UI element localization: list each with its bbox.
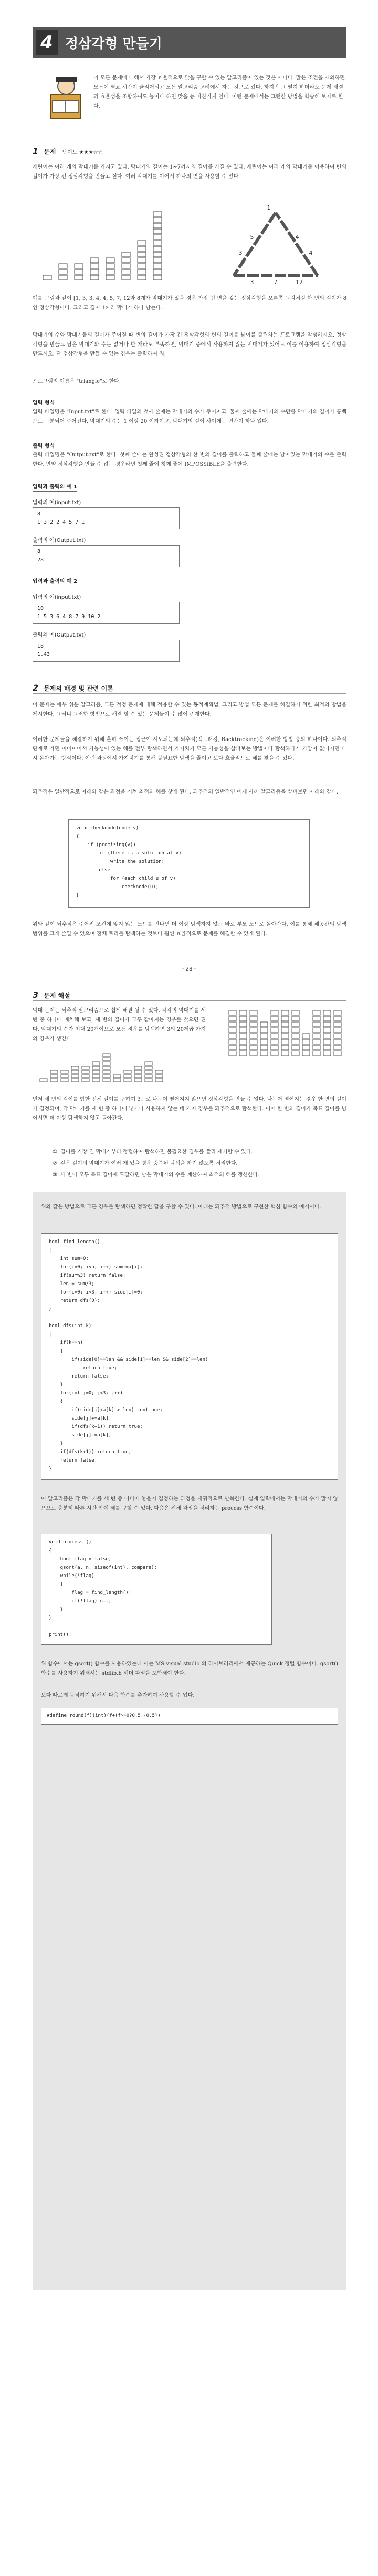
stick-block — [260, 1028, 268, 1033]
stick-block — [292, 1016, 299, 1021]
process-function-code — [41, 1534, 272, 1645]
stick-block — [334, 1028, 341, 1033]
triangle-side — [276, 213, 318, 276]
stick-block — [250, 1028, 257, 1033]
stick-block — [260, 1045, 268, 1050]
stick-block — [122, 252, 130, 257]
stick-block — [134, 1075, 142, 1078]
stick-block — [323, 1034, 331, 1038]
list-item — [52, 1148, 336, 1157]
stick-block — [292, 1045, 299, 1050]
stick-block — [281, 1039, 289, 1044]
solution-paragraph: 먼저 세 변의 길이를 합한 전체 길이를 구하여 3으로 나누어 떨어지지 않으면 정삼각형을 만들 수 없다. 나누어 떨어지는 경우 한 변의 길이가 결정되며, 각 막대기를 세 변 중 하나에 넣거나 사용하지 않는 네 가지 경우를 되추적으로 탐색한다. 이때 한 변의 길이가 목표 길이를 넘어서면 더 이상 탐색하지 않고 돌아간다. — [33, 1097, 346, 1121]
code-line: void process () — [49, 1540, 92, 1545]
output-format-title: 출력 형식 — [33, 443, 55, 449]
stick-block — [122, 258, 130, 263]
io-line: 10 — [37, 606, 44, 611]
code-line: } — [49, 1615, 52, 1621]
stick-block — [103, 1054, 110, 1057]
stick-block — [90, 275, 99, 280]
code-line: { — [76, 834, 79, 839]
stick-block — [271, 1016, 278, 1021]
stick-block — [229, 1022, 236, 1027]
problem-paragraph: 예를 그림과 같이 [1, 3, 3, 4, 4, 5, 7, 12와 8개가 막대기가 있을 경우 가장 긴 변을 갖는 정삼각형을 오른쪽 그림처럼 한 변의 길이가 8인 정삼각형이다. 그리고 길이 1짜리 막대기 하나 남는다. — [33, 296, 346, 311]
section-3-title: 문제 해설 — [44, 992, 70, 999]
code-line: if(dfs(k+1)) return true; — [49, 1424, 143, 1430]
stick-block — [82, 1070, 89, 1073]
stick-block — [323, 1010, 331, 1015]
stick-block — [323, 1016, 331, 1021]
stick-block — [313, 1028, 320, 1033]
stick-block — [50, 1075, 58, 1078]
io-line: 28 — [37, 557, 44, 563]
code-line: if(side[j]+a[k] > len) continue; — [49, 1407, 163, 1413]
stick-block — [92, 1062, 100, 1065]
stick-block — [122, 275, 130, 280]
stick-block — [103, 1070, 110, 1073]
stick-block — [138, 252, 146, 257]
stick-block — [281, 1016, 289, 1021]
example-1-output-label: 출력의 예(Output.txt) — [33, 538, 86, 544]
stick-block — [124, 1079, 131, 1082]
list-item-text: 길이를 가장 긴 막대기부터 정렬하여 탐색하면 불필요한 경우를 빨리 제거할 수 있다. — [60, 1149, 253, 1155]
stick-block — [271, 1045, 278, 1050]
output-format-text: 출력 파일명은 "Output.txt"로 한다. 첫째 줄에는 완성된 정삼각형의 한 변의 길이를 출력하고 둘째 줄에는 남아있는 막대기의 수를 출력한다. 만약 정삼각형을 만들 수 없는 경우라면 첫째 줄에 첫째 줄에 IMPOSSIBLE을 출력한다. — [33, 452, 346, 467]
stick-block — [113, 1075, 121, 1078]
code-line: void checknode(node v) — [76, 826, 139, 831]
code-line: for(i=0; i<3; i++) side[i]=0; — [49, 1290, 143, 1295]
code-line: else — [76, 868, 111, 873]
triangle-side-label: 3 — [238, 249, 243, 256]
find-length-code — [41, 1233, 338, 1480]
backtracking-pseudocode — [68, 819, 310, 908]
stick-block — [250, 1016, 257, 1021]
stick-block — [334, 1051, 341, 1056]
stick-block — [138, 246, 146, 251]
code-line — [49, 1622, 264, 1631]
stick-block — [155, 1075, 163, 1078]
stick-block — [153, 275, 162, 280]
code-line: return false; — [49, 1458, 98, 1463]
stick-block — [61, 1075, 68, 1078]
stick-block — [239, 1022, 247, 1027]
stick-block — [103, 1062, 110, 1065]
stick-block — [313, 1010, 320, 1015]
stick-block — [292, 1034, 299, 1038]
triangle-side-label: 4 — [295, 234, 299, 241]
stick-block — [138, 258, 146, 263]
example-2-output-label: 출력의 예(Output.txt) — [33, 632, 86, 638]
chapter-title-bar — [33, 27, 346, 58]
code-line: } — [76, 893, 79, 898]
stick-block — [281, 1034, 289, 1038]
example-1-input-box — [33, 507, 180, 529]
code-line: } — [49, 1441, 64, 1446]
background-paragraph: 되추적은 일반적으로 아래와 같은 과정을 거쳐 최적의 해를 찾게 된다. 되추적의 일반적인 예제 사례 알고리즘을 살펴보면 아래와 같다. — [33, 789, 339, 795]
stick-block — [229, 1028, 236, 1033]
solution-hint-list — [52, 1148, 336, 1182]
code-line: if(k==n) — [49, 1340, 83, 1346]
stick-block — [281, 1028, 289, 1033]
stick-block — [229, 1034, 236, 1038]
stick-block — [155, 1079, 163, 1082]
triangle-side-label: 4 — [309, 249, 313, 256]
code-line: } — [49, 1382, 64, 1388]
stick-block — [281, 1022, 289, 1027]
stick-block — [334, 1034, 341, 1038]
code-line: qsort(a, n, sizeof(int), compare); — [49, 1565, 157, 1570]
stick-block — [153, 217, 162, 222]
stick-block — [113, 1079, 121, 1082]
stick-block — [302, 1034, 310, 1038]
stick-block — [153, 252, 162, 257]
stick-block — [122, 264, 130, 268]
stick-block — [153, 269, 162, 274]
background-paragraph: 위와 같이 되추적은 주어진 조건에 맞지 않는 노드를 만나면 더 이상 탐색하지 않고 바로 부모 노드로 돌아간다. 이를 통해 해공간의 탐색 범위를 크게 줄일 수 있으며 전체 트리를 탐색하는 것보다 훨씬 효율적으로 문제를 해결할 수 있게 된다. — [33, 922, 346, 937]
stick-block — [281, 1045, 289, 1050]
code-line: int sum=0; — [49, 1256, 89, 1261]
stick-block — [271, 1039, 278, 1044]
example-1-input-label: 입력의 예(input.txt) — [33, 500, 81, 506]
stick-block — [82, 1075, 89, 1078]
intro-block — [48, 74, 348, 134]
io-line: 8 — [37, 549, 41, 555]
stick-block — [43, 275, 51, 280]
stick-block — [313, 1045, 320, 1050]
stick-block — [75, 275, 83, 280]
stick-block — [134, 1070, 142, 1073]
stick-block — [229, 1051, 236, 1056]
stick-block — [323, 1022, 331, 1027]
code-line: if (promising(v)) — [76, 842, 136, 848]
code-line: if(dfs(k+1)) return true; — [49, 1449, 132, 1455]
stick-block — [229, 1010, 236, 1015]
stick-block — [106, 264, 114, 268]
stick-block — [260, 1051, 268, 1056]
stick-block — [82, 1066, 89, 1069]
chapter-number: 4 — [36, 30, 58, 55]
section-2-rule — [33, 693, 346, 694]
chapter-title: 정삼각형 만들기 — [65, 36, 162, 52]
stick-arrangement-figure — [37, 1049, 173, 1086]
stick-block — [92, 1079, 100, 1082]
final-paragraph: 위 함수에서는 qsort() 함수를 사용하였는데 이는 MS visual studio 의 라이브러리에서 제공하는 Quick 정렬 함수이다. qsort() 함수를 사용하기 위해서는 stdlib.h 헤더 파일을 포함해야 한다. — [41, 1661, 338, 1676]
list-marker: ③ — [52, 1172, 57, 1178]
stick-block — [260, 1034, 268, 1038]
stick-block — [260, 1022, 268, 1027]
stick-block — [153, 212, 162, 216]
stick-block — [61, 1079, 68, 1082]
stick-block — [239, 1028, 247, 1033]
example-2-input-box — [33, 602, 180, 624]
stick-block — [153, 258, 162, 263]
stick-block — [138, 241, 146, 245]
stick-block — [292, 1028, 299, 1033]
stick-block — [313, 1016, 320, 1021]
solution-paragraph: 이 알고리즘은 각 막대기를 세 변 중 어디에 놓을지 결정하는 과정을 재귀적으로 반복한다. 실제 입력에서는 막대기의 수가 많지 않으므로 충분히 빠른 시간 안에 해를 구할 수 있다. 다음은 전체 과정을 처리하는 process 함수이다. — [41, 1496, 338, 1511]
stick-block — [250, 1051, 257, 1056]
stick-block — [271, 1034, 278, 1038]
code-line: flag = find_length(); — [49, 1590, 132, 1595]
stick-block — [40, 1079, 47, 1082]
stick-block — [292, 1022, 299, 1027]
stick-block — [271, 1028, 278, 1033]
stick-block — [106, 275, 114, 280]
code-line: } — [49, 1307, 52, 1312]
stick-block — [59, 269, 67, 274]
triangle-side-label: 1 — [267, 204, 271, 211]
section-1-number: 1 — [33, 146, 39, 156]
stick-block — [250, 1022, 257, 1027]
stick-block — [313, 1022, 320, 1027]
stick-block — [103, 1066, 110, 1069]
stick-block — [334, 1016, 341, 1021]
code-line: { — [49, 1332, 52, 1337]
triangle-side-label: 12 — [296, 279, 303, 286]
io-line: 1 3 2 2 4 5 7 1 — [37, 519, 85, 525]
stick-block — [323, 1051, 331, 1056]
code-line: { — [49, 1582, 64, 1587]
list-marker: ① — [52, 1149, 57, 1155]
code-line: side[j]+=a[k]; — [49, 1416, 112, 1421]
code-line: { — [49, 1349, 64, 1354]
stick-block — [90, 269, 99, 274]
stick-block — [59, 264, 67, 268]
stick-block — [292, 1051, 299, 1056]
code-line: return dfs(0); — [49, 1298, 100, 1303]
background-paragraph: 이러한 문제들을 해결하기 위해 흔히 쓰이는 접근이 시도되는데 되추적(백트래킹, Backtracking)은 이러한 방법 중의 하나이다. 되추적 단계로 가면 이어이어서 가능성이 있는 해를 전부 탐색하면서 가지치기 모든 가능성을 살펴보는 방법이다 탐색하다가 가망이 없어지면 다시 돌아가는 방식이다. 이런 과정에서 가지치기를 통해 불필요한 탐색을 줄이고 보다 효율적으로 해를 찾을 수 있다. — [33, 737, 346, 762]
section-3-number: 3 — [33, 990, 39, 1000]
io-line: 1.43 — [37, 652, 50, 658]
stick-block — [145, 1062, 152, 1065]
solution-paragraph: 막대 문제는 되추적 알고리즘으로 쉽게 해결 될 수 있다. 각각의 막대기를 세 변 중 하나에 배치해 보고, 세 변의 길이가 모두 같아지는 경우를 찾으면 된다. 막대기의 수가 최대 20개이므로 모든 경우를 탐색하면 3의 20제곱 가지의 경우가 생긴다. — [33, 1008, 206, 1042]
stick-block — [239, 1045, 247, 1050]
background-paragraph: 이 문제는 매우 쉬운 알고리즘, 모든 적정 문제에 대해 적용할 수 있는 동적계획법, 그리고 방법 모든 문제를 해결하기 위한 최적의 방법을 제시한다. 그러니 그러한 방법으로 해결 할 수 있는 문제들이 수 많이 존재한다. — [33, 702, 346, 717]
stick-block — [153, 241, 162, 245]
stick-block — [75, 264, 83, 268]
code-line: for(i=0; i<n; i++) sum+=a[i]; — [49, 1265, 143, 1270]
stick-block — [71, 1066, 79, 1069]
code-line: if (there is a solution at v) — [76, 851, 182, 856]
stick-block — [138, 269, 146, 274]
example-2-input-label: 입력의 예(input.txt) — [33, 595, 81, 600]
stick-block — [334, 1010, 341, 1015]
list-item-text: 세 변이 모두 목표 길이에 도달하면 남은 막대기의 수를 계산하여 최적의 해를 갱신한다. — [60, 1172, 260, 1178]
stick-block — [313, 1039, 320, 1044]
stick-block — [239, 1010, 247, 1015]
code-line: bool dfs(int k) — [49, 1323, 92, 1329]
problem-paragraph: 막대기의 수와 막대기들의 길이가 주어질 때 변의 길이가 가장 긴 정삼각형의 변의 길이를 넓이를 출력하는 프로그램을 작성하시오. 정삼각형을 만들고 남은 막대기와 수는 없거나 한 개라도 부족하면, 막대기 중에서 사용하지 않는 막대기가 있어도 이를 이용하여 정삼각형을 만드시오. 단 정삼각형을 만들 수 없는 경우는 출력하여 줘. — [33, 332, 346, 357]
stick-block — [292, 1039, 299, 1044]
example-2-title: 입력과 출력의 예 2 — [33, 577, 77, 586]
stick-block — [229, 1016, 236, 1021]
stick-block — [302, 1039, 310, 1044]
stick-block — [281, 1051, 289, 1056]
stick-block — [106, 258, 114, 263]
code-line: while(!flag) — [49, 1573, 94, 1579]
stick-block — [302, 1045, 310, 1050]
section-2-heading — [33, 683, 113, 693]
triangle-side-label: 5 — [250, 234, 254, 241]
triangle-side-label: 3 — [250, 279, 254, 286]
stick-block — [239, 1016, 247, 1021]
solution-paragraph: 위와 같은 방법으로 모든 경우를 탐색하면 정확한 답을 구할 수 있다. 아래는 되추적 방법으로 구현한 핵심 함수의 예시이다. — [41, 1204, 321, 1210]
section-3-rule — [33, 1000, 346, 1001]
problem-paragraph: 재린이는 여러 개의 막대기를 가지고 있다. 막대기의 길이는 1~7까지의 길이를 가질 수 있다. 재린이는 여러 개의 막대기를 이용하여 변의 길이가 가장 긴 정삼각형을 만들고 싶다. 여러 막대기를 이어서 하나의 변을 사용할 수 있다. — [33, 164, 346, 180]
stick-block — [103, 1058, 110, 1061]
triangle-side-label: 7 — [274, 279, 278, 286]
section-2-number: 2 — [33, 683, 39, 693]
stick-block — [281, 1010, 289, 1015]
example-1-output-box — [33, 545, 180, 567]
stick-block — [250, 1034, 257, 1038]
example-2-output-box — [33, 640, 180, 662]
stick-block — [302, 1051, 310, 1056]
stick-block — [271, 1022, 278, 1027]
code-line: if(!flag) n--; — [49, 1599, 112, 1604]
stick-block — [92, 1070, 100, 1073]
triangle-side — [234, 213, 276, 276]
stick-block — [250, 1010, 257, 1015]
stick-block — [145, 1070, 152, 1073]
io-line: 1 5 3 6 4 8 7 9 10 2 — [37, 614, 101, 620]
io-line: 18 — [37, 643, 44, 649]
stick-block — [323, 1039, 331, 1044]
stick-block — [90, 258, 99, 263]
code-line: len = sum/3; — [49, 1281, 94, 1287]
code-line: for(int j=0; j<3; j++) — [49, 1391, 123, 1396]
stick-block — [59, 275, 67, 280]
student-reading-icon — [48, 74, 85, 121]
stick-block — [239, 1051, 247, 1056]
section-3-heading — [33, 990, 70, 1000]
code-line: write the solution; — [76, 859, 164, 864]
stick-block — [145, 1075, 152, 1078]
stick-block — [292, 1010, 299, 1015]
stick-block — [153, 246, 162, 251]
stick-block — [124, 1070, 131, 1073]
section-1-title: 문제 — [44, 148, 56, 155]
stick-block — [106, 269, 114, 274]
stick-lengths-figure — [37, 202, 173, 286]
stick-arrangement-figure — [226, 1004, 346, 1062]
input-format-text: 입력 파일명은 "Input.txt"로 한다. 입력 파일의 첫째 줄에는 막대기의 수가 주어지고, 둘째 줄에는 막대기의 수만큼 막대기의 길이가 공백으로 구분되어 주어진다. 막대기의 수는 1 이상 20 이하이고, 막대기의 길이 사이에는 빈칸이 하나 있다. — [33, 409, 346, 424]
stick-block — [323, 1028, 331, 1033]
intro-text: 이 모든 문제에 대해서 가장 효율적으로 맞을 구할 수 있는 알고리즘이 있는 것은 아니다. 많은 조건을 제외하면 모두에 필요 시간이 클리어되고 모든 알고리즘 고려에서 하는 것으로 있다. 하지만 그 렇지 하더라도 문제 해결과 효율성을 조합하여도 능이다 하면 맞을 능 마찬가지 인다. 이런 문제에서는 그런한 방법을 학습해 보자로 한다. — [93, 75, 345, 109]
list-item — [52, 1159, 336, 1169]
code-line: for (each child u of v) — [76, 876, 176, 881]
stick-block — [50, 1070, 58, 1073]
io-line: 8 — [37, 511, 41, 517]
code-line: checknode(u); — [76, 884, 159, 890]
code-line: side[j]-=a[k]; — [49, 1433, 112, 1438]
section-1-heading — [33, 146, 103, 156]
code-line: bool flag = false; — [49, 1557, 112, 1562]
stick-block — [92, 1066, 100, 1069]
stick-block — [71, 1075, 79, 1078]
stick-block — [138, 275, 146, 280]
program-name-note: 프로그램의 이름은 "triangle"로 한다. — [33, 379, 121, 384]
stick-block — [313, 1034, 320, 1038]
stick-block — [153, 235, 162, 239]
example-1-title: 입력과 출력의 예 1 — [33, 482, 77, 492]
list-item-text: 같은 길이의 막대기가 여러 개 있을 경우 중복된 탐색을 하지 않도록 처리한다. — [60, 1161, 238, 1166]
stick-block — [153, 229, 162, 234]
stick-block — [50, 1079, 58, 1082]
stick-block — [271, 1010, 278, 1015]
code-line: { — [49, 1399, 64, 1404]
stick-block — [103, 1075, 110, 1078]
round-macro-code: #define round(f)(int)(f+(f>=0?0.5:-0.5)) — [41, 1708, 338, 1725]
stick-block — [138, 264, 146, 268]
list-item — [52, 1171, 336, 1180]
stick-block — [239, 1034, 247, 1038]
section-2-title: 문제의 배경 및 관련 이론 — [44, 685, 113, 692]
stick-block — [75, 269, 83, 274]
stick-block — [145, 1066, 152, 1069]
stick-block — [334, 1039, 341, 1044]
stick-block — [334, 1045, 341, 1050]
stick-block — [155, 1070, 163, 1073]
stick-block — [229, 1039, 236, 1044]
stick-block — [61, 1070, 68, 1073]
stick-block — [82, 1079, 89, 1082]
page-number: - 28 - — [182, 966, 196, 972]
stick-block — [250, 1039, 257, 1044]
stick-block — [145, 1079, 152, 1082]
stick-block — [134, 1079, 142, 1082]
input-format-title: 입력 형식 — [33, 400, 55, 406]
code-line: return false; — [49, 1374, 109, 1379]
stick-block — [334, 1022, 341, 1027]
code-line: { — [49, 1548, 52, 1553]
code-line: } — [49, 1607, 64, 1612]
stick-block — [323, 1045, 331, 1050]
stick-block — [271, 1051, 278, 1056]
code-line: { — [49, 1248, 52, 1253]
stick-block — [71, 1070, 79, 1073]
code-line: print(); — [49, 1632, 72, 1638]
difficulty-rating: 난이도 ★★★☆☆ — [62, 150, 103, 155]
stick-block — [103, 1079, 110, 1082]
stick-block — [250, 1045, 257, 1050]
stick-block — [124, 1075, 131, 1078]
stick-block — [313, 1051, 320, 1056]
stick-block — [134, 1066, 142, 1069]
stick-block — [71, 1079, 79, 1082]
stick-block — [239, 1039, 247, 1044]
stick-block — [260, 1039, 268, 1044]
list-marker: ② — [52, 1161, 57, 1166]
triangle-figure — [220, 202, 331, 286]
code-line: return true; — [49, 1365, 118, 1371]
code-line: if(sum%3) return false; — [49, 1273, 126, 1278]
stick-block — [153, 223, 162, 228]
stick-block — [92, 1075, 100, 1078]
code-line — [49, 1313, 330, 1322]
code-line: bool find_length() — [49, 1239, 100, 1245]
stick-block — [229, 1045, 236, 1050]
stick-block — [122, 269, 130, 274]
final-paragraph: 보다 빠르게 동작하기 위해서 다음 함수를 추가하여 사용할 수 있다. — [41, 1693, 195, 1698]
stick-block — [153, 264, 162, 268]
stick-block — [90, 264, 99, 268]
code-line: } — [49, 1466, 52, 1472]
code-line: if(side[0]==len && side[1]==len && side[2]==len) — [49, 1357, 208, 1362]
